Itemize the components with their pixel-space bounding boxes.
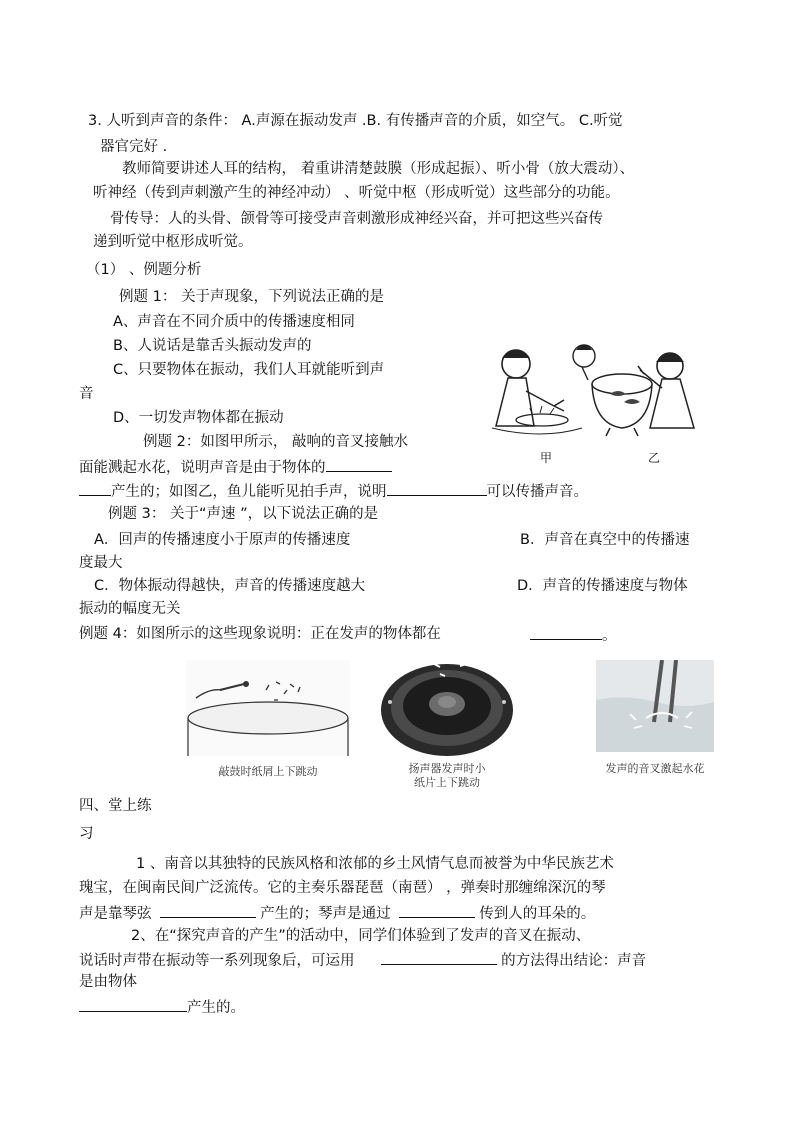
bone-conduction-1: 骨传导：人的头骨、颌骨等可接受声音刺激形成神经兴奋，并可把这些兴奋传 [110,211,603,227]
tuning-fork-caption: 发声的音叉激起水花 [605,762,705,775]
answer-blank[interactable] [79,481,111,496]
practice-2-line-2-b: 的方法得出结论：声音 [501,953,647,969]
answer-blank[interactable] [160,903,256,918]
practice-1-line-3-a: 声是靠琴弦 [79,906,152,922]
example-3-option-d-cont: 振动的幅度无关 [79,601,181,617]
condition-line-2: 器官完好 . [100,139,168,155]
example-1-question: 例题 1： 关于声现象，下列说法正确的是 [119,289,384,305]
example-1-option-c-cont: 音 [79,386,94,402]
examples-heading: （1） 、例题分析 [86,262,202,278]
example-2-line-2 [79,457,392,477]
practice-1-line-3-c: 传到人的耳朵的。 [479,906,596,922]
practice-heading: 四、堂上练 [79,798,152,814]
figure-label-jia: 甲 [540,451,553,465]
condition-line-1: 3. 人听到声音的条件： A.声源在振动发声 .B. 有传播声音的介质，如空气。 C.听觉 [88,113,623,129]
example-3-option-d: D．声音的传播速度与物体 [517,578,688,594]
speaker-caption-line-2: 纸片上下跳动 [414,776,480,789]
example-4-end: 。 [602,628,617,644]
example-3-option-b: B．声音在真空中的传播速 [520,532,690,548]
tuning-fork-fish-figure [472,336,717,476]
practice-1-line-2: 瑰宝，在闽南民间广泛流传。它的主奏乐器琵琶（南琶） ，弹奏时那缠绵深沉的琴 [79,880,606,896]
figure-label-yi: 乙 [648,451,661,465]
practice-2-line-4-text: 产生的。 [187,1000,245,1016]
example-1-option-a: A、声音在不同介质中的传播速度相同 [113,314,355,330]
practice-2-line-2-a: 说话时声带在振动等一系列现象后，可运用 [79,953,355,969]
answer-blank[interactable] [79,997,187,1012]
answer-blank[interactable] [387,481,487,496]
practice-2-line-3: 是由物体 [79,974,137,990]
tuning-fork-water-figure [596,660,714,752]
answer-blank[interactable] [399,903,475,918]
practice-1-line-3-b: 产生的；琴声是通过 [260,906,391,922]
speaker-figure [378,650,516,760]
example-3-question: 例题 3： 关于“声速 ”，以下说法正确的是 [108,506,379,522]
practice-2-line-4 [79,997,245,1017]
answer-blank[interactable] [326,457,392,472]
practice-1-line-1: 1 、南音以其独特的民族风格和浓郁的乡土风情气息而被誉为中华民族艺术 [136,856,614,872]
example-2-line-3-end: 可以传播声音。 [486,484,588,500]
example-3-option-c: C．物体振动得越快，声音的传播速度越大 [94,578,366,594]
answer-blank[interactable] [530,625,602,640]
example-2-line-1: 例题 2：如图甲所示， 敲响的音叉接触水 [143,434,408,450]
example-1-option-d: D、一切发声物体都在振动 [113,410,284,426]
speaker-caption-line-1: 扬声器发声时小 [408,762,486,775]
example-4-question: 例题 4：如图所示的这些现象说明：正在发声的物体都在 [79,626,441,642]
example-1-option-b: B、人说话是靠舌头振动发声的 [113,338,312,354]
answer-blank[interactable] [381,950,497,965]
example-4-answer [530,625,617,645]
example-3-option-a: A．回声的传播速度小于原声的传播速度 [94,532,351,548]
practice-2-line-1: 2、在“探究声音的产生”的活动中，同学们体验到了发声的音叉在振动、 [131,928,591,944]
example-3-option-b-cont: 度最大 [79,555,123,571]
practice-1-line-3 [79,903,595,923]
teacher-note-2: 听神经（传到声刺激产生的神经冲动） 、听觉中枢（形成听觉）这些部分的功能。 [93,185,620,201]
teacher-note-1: 教师简要讲述人耳的结构， 着重讲清楚鼓膜（形成起振）、听小骨（放大震动）、 [122,161,635,177]
example-2-line-2-text: 面能溅起水花，说明声音是由于物体的 [79,460,326,476]
example-2-line-3-text: 产生的；如图乙，鱼儿能听见拍手声，说明 [111,484,387,500]
example-2-line-3 [79,481,588,501]
bone-conduction-2: 递到听觉中枢形成听觉。 [93,234,253,250]
example-1-option-c: C、只要物体在振动，我们人耳就能听到声 [113,362,385,378]
drum-caption: 敲鼓时纸屑上下跳动 [218,765,318,778]
practice-2-line-2 [79,950,646,970]
practice-heading-cont: 习 [79,826,94,842]
drum-figure [186,660,350,756]
